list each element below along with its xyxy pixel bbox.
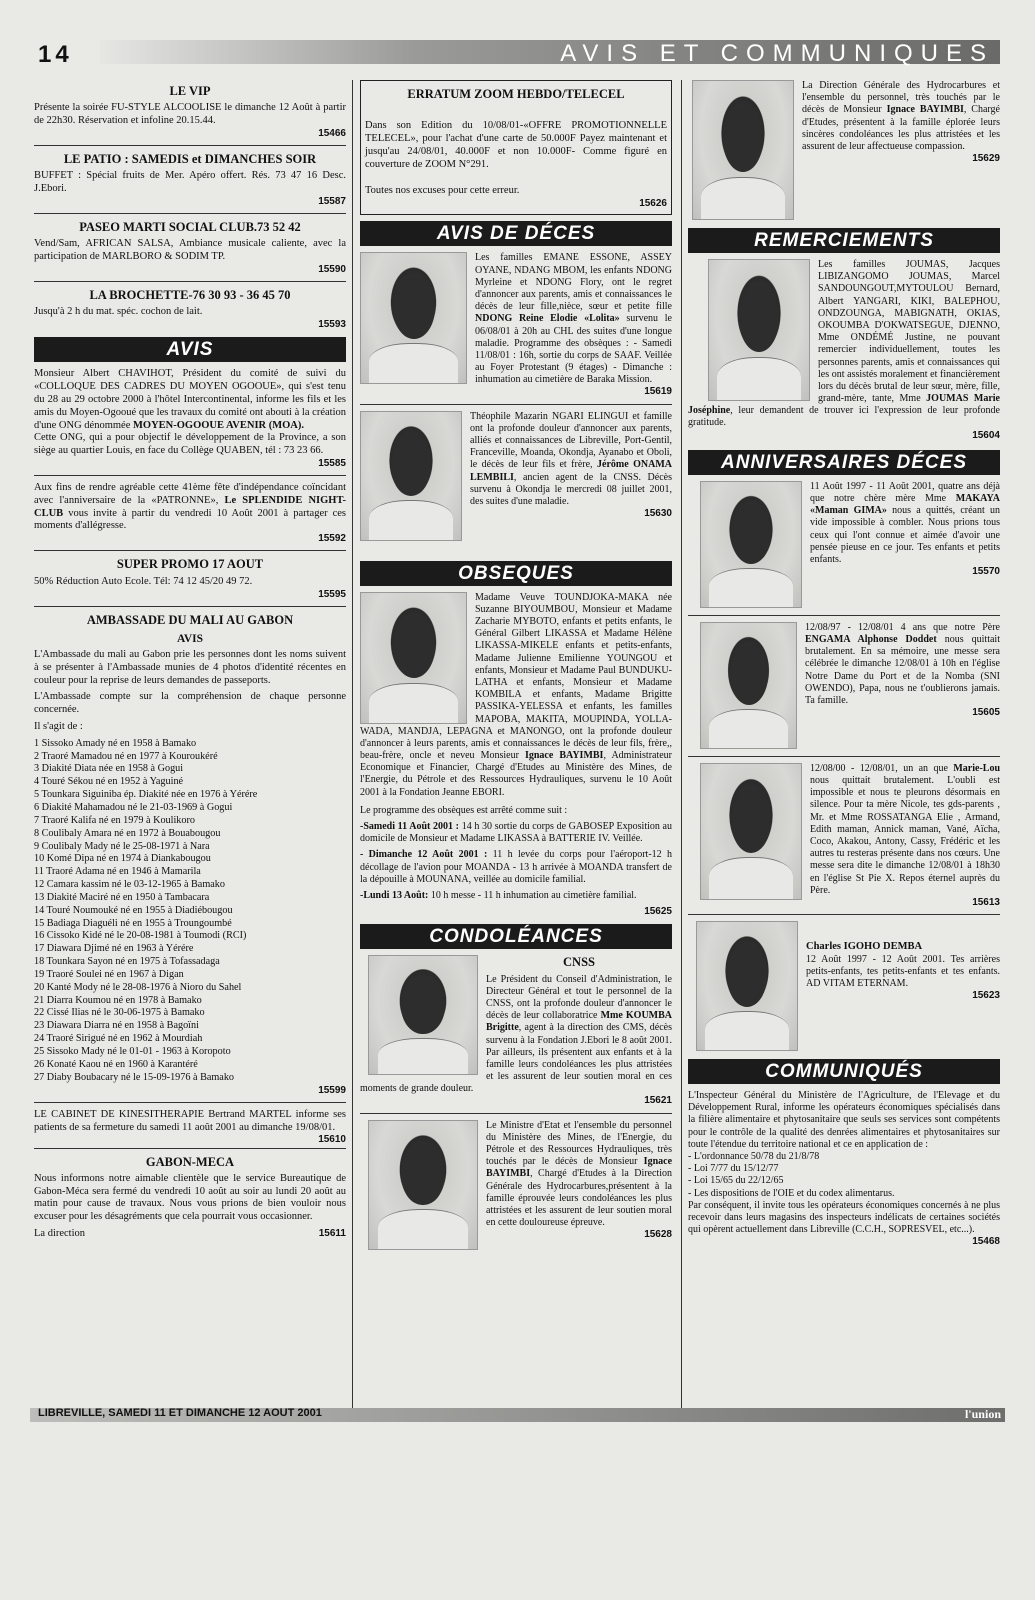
notice-title: LE VIP	[169, 84, 211, 98]
list-item: 22 Cissé Ilias né le 30-06-1975 à Bamako	[34, 1007, 205, 1019]
notice-text: , agent à la direction des CMS, décès survenu à la Fondation J.Ebori le 8 août 2001. Par ailleurs, ils présentent aux enfants et à la famille leurs condoléances les plus attristées et les assurent de leur soutien moral en ces moments de grande douleur.	[360, 1022, 672, 1095]
photo-shoulders	[378, 1209, 469, 1248]
divider	[34, 606, 346, 607]
notice-body	[34, 482, 346, 533]
photo-shoulders	[705, 1011, 789, 1050]
page-number: 14	[38, 41, 73, 68]
notice-text: 12/08/00 - 12/08/01, un an que	[810, 762, 948, 774]
ad-reference: 15629	[972, 153, 1000, 165]
notice-title: LA BROCHETTE-76 30 93 - 36 45 70	[89, 288, 291, 303]
notice-body: L'Ambassade du mali au Gabon prie les personnes dont les noms suivent à se présenter à l'Ambassade munies de 4 photos d'identité récentes en couleur pour la reprise de leurs demandes de passeports.	[34, 648, 346, 686]
deceased-name: Ignace BAYIMBI	[524, 750, 604, 762]
ad-reference: 15593	[318, 319, 346, 331]
notice-text: , leur demandent de trouver ici l'expression de leur profonde gratitude.	[688, 405, 1000, 429]
notice-text: nous quittait brutalement. En sa mémoire, une messe sera célébrée le dimanche 12/08/01 à 10h en l'église Notre Dame du Port et de la Nomba (SNI OWENDO), Papa, nous ne t'oublierons jamais. Ta famille.	[805, 634, 1000, 706]
divider	[34, 281, 346, 282]
divider	[34, 1148, 346, 1149]
column-divider	[352, 80, 353, 1420]
notice-text: 12/08/97 - 12/08/01 4 ans que notre Père	[805, 621, 1000, 633]
photo-face	[391, 435, 431, 496]
notice-text: Aux fins de rendre agréable cette 41ème fête d'indépendance coïncidant avec l'anniversaire de la «PATRONNE»,	[34, 482, 346, 506]
list-item: 19 Traoré Soulei né en 1967 à Digan	[34, 968, 184, 980]
photo-face	[393, 277, 435, 339]
divider	[688, 914, 1000, 915]
notice-body: Par conséquent, il invite tous les opérateurs économiques concernés à ne plus recevoir dans leurs magasins des inspecteurs indélicats de certaines sociétés qui opèrent actuellement dans Libreville (C.C.H., SOPRESVEL, etc...).	[688, 1199, 1000, 1236]
notice-kine	[34, 1109, 346, 1147]
ad-reference: 15592	[318, 533, 346, 545]
photo-shoulders	[709, 568, 793, 607]
portrait-photo	[700, 763, 802, 900]
notice-body: LE CABINET DE KINESITHERAPIE Bertrand MARTEL informe ses patients de sa fermeture du samedi 11 août 2001 au dimanche 19/08/01.	[34, 1108, 346, 1133]
notice-body: Il s'agit de :	[34, 720, 83, 732]
notice-agriculture	[688, 1090, 1000, 1248]
divider	[688, 756, 1000, 757]
deceased-name: JOUMAS Marie Joséphine	[688, 393, 1000, 417]
ad-reference: 15595	[318, 588, 346, 600]
deceased-name: NDONG Reine Elodie «Lolita»	[475, 313, 620, 325]
divider	[34, 1102, 346, 1103]
list-item: 9 Coulibaly Mady né le 25-08-1971 à Nara	[34, 840, 210, 852]
notice-body: Nous informons notre aimable clientèle que le service Bureautique de Gabon-Méca sera fermé du vendredi 10 août au soir au lundi 20 août au matin pour cause de travaux. Nous vous prions de bien vouloir nous excuser pour les désagréments que cela pourrait vous occasionner.	[34, 1172, 346, 1223]
notice-body: 12 Août 1997 - 12 Août 2001. Tes arrières petits-enfants, tes petits-enfants et tes enfants. AD VITAM ETERNAM.	[806, 953, 1000, 990]
list-item: 27 Diaby Boubacary né le 15-09-1976 à Bamako	[34, 1071, 235, 1083]
portrait-photo	[360, 592, 467, 724]
ad-reference: 15604	[972, 429, 1000, 441]
list-item: 11 Traoré Adama né en 1946 à Mamarila	[34, 866, 201, 878]
notice-title: PASEO MARTI SOCIAL CLUB.73 52 42	[79, 220, 301, 235]
ad-reference: 15619	[644, 386, 672, 398]
notice-text: vous invite à partir du vendredi 10 Août 2001 à partager ces moments d'allégresse.	[34, 507, 347, 532]
ad-reference: 15587	[318, 195, 346, 207]
notice-vip	[34, 84, 346, 140]
notice-superpromo	[34, 557, 346, 600]
notice-text: nous a quittés, créant un vide impossible à combler. Nous prions tous ceux qui l'ont connue et aimée d'avoir une pensée pieuse en ce jour. Tes enfants et petits enfants.	[810, 505, 1000, 565]
law-reference: - L'ordonnance 50/78 du 21/8/78	[688, 1151, 820, 1162]
notice-subtitle: AVIS	[177, 632, 203, 645]
section-title: AVIS ET COMMUNIQUES	[560, 40, 994, 67]
ad-reference: 15605	[972, 707, 1000, 719]
notice-text: 11 Août 1997 - 11 Août 2001, quatre ans déjà que notre chère mère Mme	[810, 480, 1000, 504]
portrait-photo	[700, 622, 797, 749]
ad-reference: 15613	[972, 896, 1000, 908]
condoleances-banner: CONDOLÉANCES	[360, 924, 672, 949]
notice-title: SUPER PROMO 17 AOUT	[116, 557, 264, 572]
notice-igoho	[688, 921, 1000, 1053]
notice-gabon-meca	[34, 1155, 346, 1242]
deceased-name: Charles IGOHO DEMBA	[806, 941, 923, 953]
deceased-name: Marie-Lou	[953, 762, 1000, 774]
signature-row	[34, 1228, 346, 1242]
divider	[34, 213, 346, 214]
notice-text: Monsieur Albert CHAVIHOT, Président du comité de suivi du «COLLOQUE DES CADRES DU MOYEN OGOOUE», qui s'est tenu du 28 au 29 octobre 2000 à l'hôtel Intercontinental, informe les fils et les amis du Moyen-Ogooué que les travaux du comité ont abouti à la création d'une ONG dénommée	[34, 368, 346, 431]
deceased-name: MAKAYA «Maman GIMA»	[810, 493, 1001, 517]
list-item: 5 Tounkara Siguiniba ép. Diakité née en 1976 à Yérére	[34, 789, 258, 801]
law-reference: - Les dispositions de l'OIE et du codex alimentarus.	[688, 1187, 895, 1199]
ad-reference: 15590	[318, 263, 346, 275]
divider	[360, 404, 672, 405]
signature: La direction	[34, 1227, 86, 1239]
list-item: 2 Traoré Mamadou né en 1977 à Kouroukéré	[34, 750, 218, 762]
ad-reference: 15630	[644, 508, 672, 520]
ad-reference: 15621	[644, 1095, 672, 1107]
notice-text: Théophile Mazarin NGARI ELINGUI et famille ont la profonde douleur d'annoncer aux parents, alliés et connaissances de Libreville, Port-Gentil, Franceville, Moanda, Okondja, Ayanabo et Oboli, le décès de leur fils et frère,	[470, 410, 672, 471]
notice-joumas	[688, 259, 1000, 442]
column-middle	[360, 80, 672, 1252]
law-reference: - Loi 7/77 du 15/12/77	[688, 1163, 779, 1175]
divider	[360, 1113, 672, 1114]
notice-text: , ancien agent de la CNSS. Décès survenu à Okondja le mercredi 08 juillet 2001, des suites d'une maladie.	[470, 471, 672, 507]
notice-text: Les familles EMANE ESSONE, ASSEY OYANE, NDANG MBOM, les enfants NDONG Myrleine et NDONG Flory, ont le regret d'annoncer aux parents, amis et connaissances le décès de leur fille,nièce, sœur et petite fille	[475, 252, 672, 313]
ad-reference: 15599	[318, 1084, 346, 1096]
program-intro: Le programme des obsèques est arrêté comme suit :	[360, 804, 568, 816]
notice-text: Madame Veuve TOUNDJOKA-MAKA née Suzanne BIYOUMBOU, Monsieur et Madame Zacharie MYBOTO, enfants et petits enfants, le Général Gilbert LIKASSA et Madame Hélène LIKASSA-MIKELE enfants et petits-enfants, Madame Julienne Emilienne YOUNGOU et enfants, Monsieur et Madame Paul BUNDUKU-LATHA et enfants, Monsieur et Madame KOMBILA et enfants, Madame Brigitte PASSIKA-YELESSA et enfants, les familles MAPOBA, MAKITA, MOUPINDA, YOLLA-WADA, MANDJA, LEPAGNA et MANONGO, ont la profonde douleur d'annoncer à leurs parents, amis et connaissances le décès de leur fils, frère,, beau-frère, oncle et neveu Monsieur	[360, 591, 672, 762]
list-item: 14 Touré Noumouké né en 1955 à Diadiébougou	[34, 904, 233, 916]
law-reference: - Loi 15/65 du 22/12/65	[688, 1175, 784, 1187]
photo-face	[731, 788, 771, 853]
column-divider	[681, 80, 682, 1420]
list-item: 25 Sissoko Mady né le 01-01 - 1963 à Koropoto	[34, 1046, 231, 1057]
page-footer	[30, 1408, 1005, 1422]
program-day: -Samedi 11 Août 2001 :	[360, 821, 460, 833]
photo-shoulders	[709, 857, 793, 899]
notice-deces-onama	[360, 411, 672, 543]
notice-body: BUFFET : Spécial fruits de Mer. Apéro offert. Rés. 73 47 16 Desc. J.Ebori.	[34, 170, 346, 195]
photo-shoulders	[701, 177, 785, 219]
deceased-name: Mme KOUMBA Brigitte	[486, 1010, 672, 1034]
program-text: 14 h 30 sortie du corps de GABOSEP Exposition au domicile de Monsieur et Madame LIKASSA à BATTERIE IV. Veillée.	[360, 821, 672, 845]
deceased-name: ENGAMA Alphonse Doddet	[805, 634, 937, 645]
list-item: 3 Diakité Diata née en 1958 à Gogui	[34, 763, 184, 775]
photo-face	[731, 504, 771, 564]
notice-patronne	[34, 482, 346, 545]
list-item: 21 Diarra Koumou né en 1978 à Bamako	[34, 994, 202, 1006]
list-item: 16 Cissoko Kidé né le 20-08-1981 à Toumodi (RCI)	[34, 930, 247, 942]
notice-makaya	[688, 481, 1000, 610]
notice-title: ERRATUM ZOOM HEBDO/TELECEL	[407, 87, 625, 101]
photo-shoulders	[717, 357, 801, 400]
divider	[34, 475, 346, 476]
ad-reference: 15585	[318, 457, 346, 469]
notice-text: , Chargé d'Etudes à la Direction Générale des Hydrocarbures,présentent à la famille éprouvée leurs condoléances les plus attristées et les assurent de leur soutien moral en cette douloureuse épreuve.	[486, 1168, 672, 1229]
notice-text: survenu le 06/08/01 à 20h au CHL des suites d'une longue maladie. Programme des obsèques : - Samedi 11/08/01 : 16h, sortie du corps de SAAF. Veillée au Foyer Protestant (9 étages) - Dimanche : inhumation au cimetière de Baraka Mission.	[475, 313, 672, 386]
ad-reference: 15611	[318, 1227, 346, 1239]
notice-body: Cette ONG, qui a pour objectif le développement de la Province, a son siège au quartier Louis, en face du Collège QUABEN, tél : 73 23 66.	[34, 432, 346, 457]
notice-obseques-bayimbi	[360, 592, 672, 919]
list-item: 8 Coulibaly Amara né en 1972 à Bouabougou	[34, 827, 221, 839]
deceased-name: Jérôme ONAMA LEMBILI	[470, 459, 673, 483]
notice-engama	[688, 622, 1000, 751]
photo-shoulders	[378, 1038, 469, 1074]
ad-reference: 15570	[972, 566, 1000, 578]
list-item: 12 Camara kassim né le 03-12-1965 à Bamako	[34, 879, 225, 891]
page-header	[30, 38, 1005, 68]
photo-face	[730, 645, 768, 705]
list-item: 6 Diakité Mahamadou né le 21-03-1969 à Gogui	[34, 801, 233, 813]
photo-face	[401, 978, 444, 1035]
portrait-photo	[708, 259, 810, 401]
portrait-photo	[368, 955, 478, 1075]
deceased-name: Ignace BAYIMBI	[886, 104, 964, 116]
program-day: -Lundi 13 Août:	[360, 889, 429, 901]
list-item: 4 Touré Sékou né en 1952 à Yaguiné	[34, 776, 184, 788]
avis-banner: AVIS	[34, 337, 346, 362]
list-item: 18 Tounkara Sayon né en 1975 à Tofassadaga	[34, 956, 220, 968]
notice-text: nous quittait brutalement. L'oubli est impossible et nous te pleurons désormais en silence. Pour ta mère Nicole, tes gds-parents , Mr. et Mme ROSSATANGA Elie , Armand, Edith maman, Annick maman, Vané, Aïcha, Coco, Akakou, Antony, Cassy, Frédéric et les autres tu resteras présente dans nos cœurs. Une messe sera dite le dimanche 12/08/01 à 18h30 en l'église St Pie X. Repos éternel auprès du Père.	[810, 775, 1000, 896]
notice-body: L'Inspecteur Général du Ministère de l'Agriculture, de l'Elevage et du Développement Rural, informe les opérateurs économiques spécialisés dans la filière alimentaire et phytosanitaire que seuls ses services sont compétents pour le contrôle de la qualité des denrées alimentaires et phytosanitaires sur toute l'étendue du territoire national et ce en application de :	[688, 1090, 1000, 1150]
portrait-photo	[368, 1120, 478, 1250]
photo-face	[393, 616, 435, 678]
notice-brochette	[34, 288, 346, 331]
name-list	[34, 738, 346, 1085]
notice-text: Les familles JOUMAS, Jacques LIBIZANGOMO JOUMAS, Marcel SANDOUNGOUT,MYTOULOU Bernard, Albert YANGARI, KIKI, BALEPHOU, ONDZOUNGA, MABIGNATH, OKIAS, OKOUMBA D'OKWATSEGUE, DJENNO, Mme ONDÉMÉ Justine, ne pouvant remercier individuellement, toutes les personnes parents, amis et connaissances qui les ont assistés moralement et financièrement lors du décès brutal de leur sœur, mère, fille, grand-mère, tante, Mme	[818, 259, 1000, 405]
section-header-bar	[100, 40, 1000, 67]
portrait-photo	[360, 252, 467, 384]
photo-shoulders	[369, 500, 453, 539]
newspaper-name: l'union	[964, 1407, 1001, 1421]
photo-shoulders	[709, 709, 789, 748]
column-left	[34, 80, 346, 1242]
notice-title: CNSS	[563, 955, 595, 970]
notice-text: , Administrateur Economique et Financier, Chargé d'Etudes au Ministère des Mines, de l'Energie, du Pétrole et des Ressources Hydrauliques, survenu le 10 Août 2001 à la Fondation Jeanne EBORI.	[360, 750, 673, 798]
ad-reference: 15625	[644, 906, 672, 918]
notice-title: AMBASSADE DU MALI AU GABON	[86, 612, 294, 627]
notice-body	[34, 368, 346, 432]
program-text: 11 h levée du corps pour l'aéroport-12 h décollage de l'avion pour MOANDA - 13 h arrivée à MOANDA transfert de la dépouille à MOUNANA, veillée au domicile familial.	[360, 849, 672, 885]
list-item: 10 Komé Dipa né en 1974 à Diankabougou	[34, 853, 211, 865]
notice-body: Toutes nos excuses pour cette erreur.	[365, 185, 520, 197]
photo-face	[723, 106, 763, 172]
list-item: 1 Sissoko Amady né en 1958 à Bamako	[34, 737, 197, 749]
notice-ministre	[360, 1120, 672, 1252]
notice-text: , Chargé d'Etudes, présentent à la famille éplorée leurs sincères condoléances les plus attristées et les assurent de leur affectueuse compassion.	[802, 104, 1000, 152]
divider	[688, 615, 1000, 616]
list-item: 17 Diawara Djimé né en 1963 à Yérére	[34, 943, 194, 955]
list-item: 15 Badiaga Diaguéli né en 1955 à Troungoumbé	[34, 917, 232, 929]
list-item: 7 Traoré Kalifa né en 1979 à Koulikoro	[34, 814, 195, 826]
ad-reference: 15610	[318, 1134, 346, 1146]
ad-reference: 15628	[644, 1229, 672, 1241]
deceased-name: Ignace BAYIMBI	[486, 1156, 673, 1180]
photo-face	[401, 1144, 444, 1205]
notice-marie-lou	[688, 763, 1000, 909]
dateline: LIBREVILLE, SAMEDI 11 ET DIMANCHE 12 AOUT 2001	[38, 1407, 322, 1419]
notice-erratum	[360, 80, 672, 215]
notice-paseo	[34, 220, 346, 276]
program-item	[360, 821, 672, 845]
notice-body: 50% Réduction Auto Ecole. Tél: 74 12 45/20 49 72.	[34, 575, 253, 587]
list-item: 24 Traoré Sirigué né en 1962 à Mourdiah	[34, 1033, 203, 1045]
notice-title: GABON-MECA	[145, 1154, 235, 1169]
ad-reference: 15466	[318, 127, 346, 139]
photo-face	[727, 945, 767, 1006]
notice-cnss	[360, 955, 672, 1107]
notice-text: Le Ministre d'Etat et l'ensemble du personnel du Ministère des Mines, de l'Energie, du Pétrole et des Ressources Hydrauliques, très touchés par le décès de Monsieur	[486, 1119, 672, 1168]
notice-body: Vend/Sam, AFRICAN SALSA, Ambiance musicale caliente, avec la participation de MARLBORO & SODIM TP.	[34, 238, 346, 263]
list-item: 13 Diakité Maciré né en 1950 à Tambacara	[34, 891, 210, 903]
photo-shoulders	[369, 343, 457, 383]
organization-name: MOYEN-OGOOUE AVENIR (MOA).	[133, 419, 305, 431]
notice-body: Présente la soirée FU-STYLE ALCOOLISE le dimanche 12 Août à partir de 22h30. Réservation et infoline 20.15.44.	[34, 102, 346, 127]
list-item: 20 Kanté Mody né le 28-08-1976 à Nioro du Sahel	[34, 981, 242, 993]
notice-body: Dans son Edition du 10/08/01-«OFFRE PROMOTIONNELLE TELECEL», pour l'achat d'une carte de 50.000F Payez maintenant et jusqu'au 24/08/01, 40.000F et non 10.000F- Comme figuré en couverture de ZOOM N°291.	[365, 120, 667, 170]
venue-name: Le SPLENDIDE NIGHT-CLUB	[34, 494, 346, 519]
notice-body: Jusqu'à 2 h du mat. spéc. cochon de lait.	[34, 306, 203, 318]
program-day: - Dimanche 12 Août 2001 :	[360, 849, 488, 861]
divider	[34, 145, 346, 146]
obseques-banner: OBSEQUES	[360, 561, 672, 586]
list-item: 26 Konaté Kaou né en 1960 à Karantéré	[34, 1058, 198, 1070]
portrait-photo	[360, 411, 462, 541]
ad-reference: 15626	[639, 198, 667, 210]
anniversaires-deces-banner: ANNIVERSAIRES DÉCES	[688, 450, 1000, 475]
notice-chavihot	[34, 368, 346, 470]
notice-patio	[34, 152, 346, 208]
ad-reference: 15623	[972, 990, 1000, 1002]
notice-title: LE PATIO : SAMEDIS et DIMANCHES SOIR	[63, 152, 317, 167]
notice-body: L'Ambassade compte sur la compréhension de chaque personne concernée.	[34, 691, 346, 716]
column-right	[688, 80, 1000, 1249]
program-item	[360, 890, 672, 902]
ad-reference: 15468	[972, 1236, 1000, 1248]
remerciements-banner: REMERCIEMENTS	[688, 228, 1000, 253]
program-item	[360, 849, 672, 886]
list-item: 23 Diawara Diarra né en 1958 à Bagoïni	[34, 1020, 199, 1032]
notice-text: La Direction Générale des Hydrocarbures et l'ensemble du personnel, très touchés par le décès de Monsieur	[802, 80, 1000, 116]
notice-text: Le Président du Conseil d'Administration, le Directeur Général et tout le personnel de la CNSS, ont la profonde douleur d'annoncer le décès de leur collaboratrice	[486, 973, 672, 1022]
notice-mali-embassy	[34, 613, 346, 1097]
notice-deces-ndong	[360, 252, 672, 398]
program-text: 10 h messe - 11 h inhumation au cimetière familial.	[430, 889, 637, 901]
notice-hydrocarbures	[688, 80, 1000, 222]
communiques-banner: COMMUNIQUÉS	[688, 1059, 1000, 1084]
divider	[34, 550, 346, 551]
portrait-photo	[700, 481, 802, 608]
photo-shoulders	[369, 683, 457, 723]
photo-face	[739, 285, 779, 352]
portrait-photo	[692, 80, 794, 220]
avis-de-deces-banner: AVIS DE DÉCES	[360, 221, 672, 246]
portrait-photo	[696, 921, 798, 1051]
